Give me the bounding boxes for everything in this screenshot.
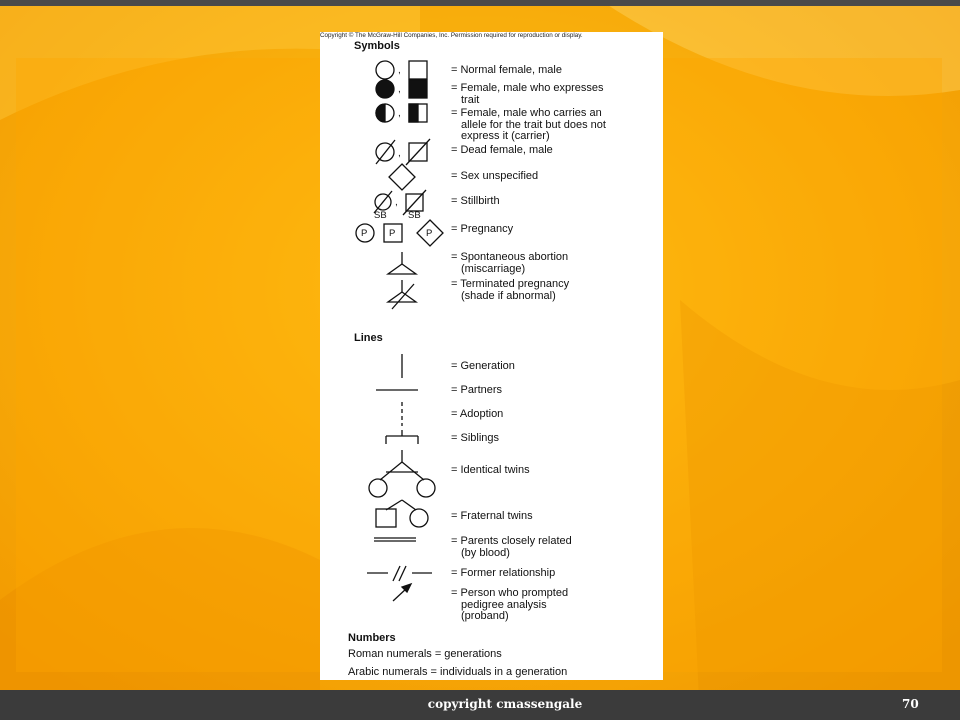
slide-footer: [0, 690, 960, 720]
pedigree-symbols-document: [320, 32, 663, 680]
stillbirth-label-male: SB: [408, 210, 421, 221]
lines-heading: Lines: [354, 332, 383, 344]
symbol-desc-unspecified: = Sex unspecified: [451, 170, 539, 182]
numbers-heading: Numbers: [348, 632, 396, 644]
line-desc-generation: = Generation: [451, 360, 515, 372]
line-desc-consanguinity: = Parents closely related (by blood): [451, 535, 572, 559]
copyright-line: Copyright © The McGraw-Hill Companies, Inc. Permission required for reproduction or display.: [320, 32, 583, 39]
pregnancy-label-unspecified: P: [426, 228, 433, 239]
line-desc-adoption: = Adoption: [451, 408, 504, 420]
line-desc-identical-twins: = Identical twins: [451, 464, 530, 476]
symbol-desc-carrier: = Female, male who carries an allele for the trait but does not express it (carrier): [451, 107, 606, 142]
footer-copyright: copyright cmassengale: [427, 697, 583, 711]
stillbirth-label-female: SB: [374, 210, 387, 221]
svg-text:,: ,: [398, 148, 401, 159]
symbol-desc-stillbirth: = Stillbirth: [451, 195, 500, 207]
line-desc-fraternal-twins: = Fraternal twins: [451, 510, 533, 522]
symbol-desc-miscarriage: = Spontaneous abortion (miscarriage): [451, 251, 569, 275]
symbols-heading: Symbols: [354, 40, 400, 52]
symbol-desc-pregnancy: = Pregnancy: [451, 223, 514, 235]
symbol-desc-normal: = Normal female, male: [451, 64, 562, 76]
pregnancy-label-male: P: [389, 228, 396, 239]
line-desc-former-relationship: = Former relationship: [451, 567, 556, 579]
svg-text:,: ,: [398, 84, 401, 95]
svg-text:,: ,: [398, 108, 401, 119]
top-bar: [0, 0, 960, 6]
symbol-desc-dead: = Dead female, male: [451, 144, 553, 156]
symbol-desc-terminated: = Terminated pregnancy (shade if abnormal): [451, 278, 570, 302]
svg-text:,: ,: [398, 65, 401, 76]
symbol-desc-affected: = Female, male who expresses trait: [451, 82, 604, 106]
line-desc-partners: = Partners: [451, 384, 503, 396]
line-desc-siblings: = Siblings: [451, 432, 500, 444]
line-desc-proband: = Person who prompted pedigree analysis (proband): [451, 587, 569, 622]
numbers-arabic: Arabic numerals = individuals in a generation: [348, 666, 568, 678]
pregnancy-label-female: P: [361, 228, 368, 239]
page-number: 70: [902, 697, 919, 711]
svg-text:,: ,: [395, 197, 398, 208]
numbers-roman: Roman numerals = generations: [348, 648, 502, 660]
